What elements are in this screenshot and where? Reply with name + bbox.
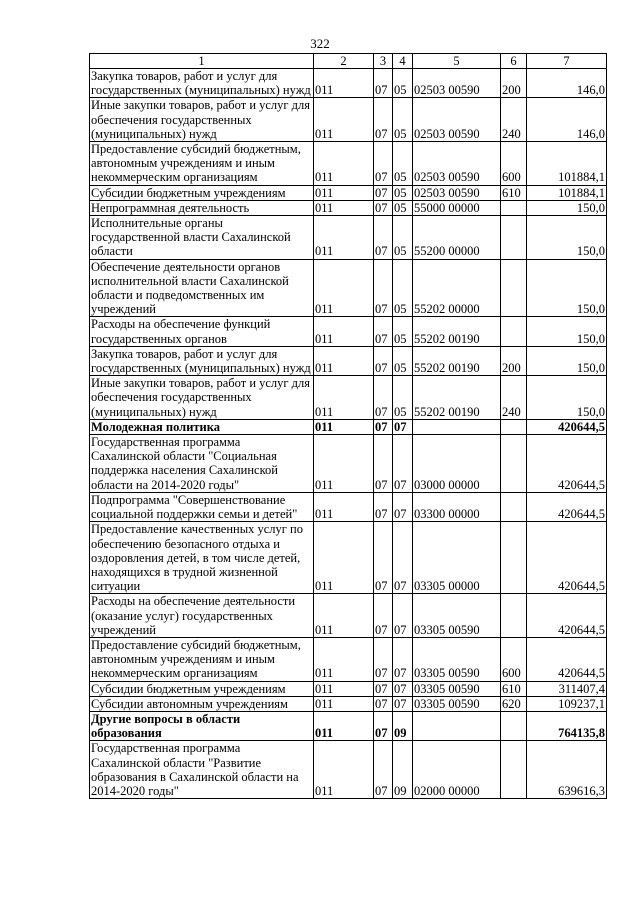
row-code-target: 55000 00000 bbox=[413, 200, 501, 215]
row-amount: 420644,5 bbox=[527, 594, 607, 638]
row-code-subsection: 09 bbox=[393, 741, 413, 799]
row-amount: 150,0 bbox=[527, 317, 607, 346]
row-code-section: 07 bbox=[374, 216, 393, 260]
table-row bbox=[90, 98, 607, 142]
row-code-target: 03300 00000 bbox=[413, 492, 501, 521]
row-code-section: 07 bbox=[374, 522, 393, 594]
column-header-3: 3 bbox=[374, 54, 393, 69]
table-row bbox=[90, 435, 607, 493]
row-code-admin: 011 bbox=[314, 711, 374, 740]
row-code-subsection: 07 bbox=[393, 522, 413, 594]
row-name: Субсидии бюджетным учреждениям bbox=[90, 185, 314, 200]
table-row bbox=[90, 522, 607, 594]
row-code-target: 55202 00190 bbox=[413, 317, 501, 346]
row-code-admin: 011 bbox=[314, 69, 374, 98]
table-row bbox=[90, 711, 607, 740]
row-code-target: 55202 00190 bbox=[413, 346, 501, 375]
row-code-section: 07 bbox=[374, 681, 393, 696]
row-code-expense-type: 200 bbox=[501, 346, 527, 375]
column-header-1: 1 bbox=[90, 54, 314, 69]
table-row bbox=[90, 594, 607, 638]
row-code-section: 07 bbox=[374, 69, 393, 98]
row-code-admin: 011 bbox=[314, 637, 374, 681]
table-row bbox=[90, 346, 607, 375]
row-code-subsection: 05 bbox=[393, 98, 413, 142]
row-name: Расходы на обеспечение функций государственных органов bbox=[90, 317, 314, 346]
row-code-target: 02000 00000 bbox=[413, 741, 501, 799]
table-row bbox=[90, 216, 607, 260]
row-code-admin: 011 bbox=[314, 741, 374, 799]
row-name: Иные закупки товаров, работ и услуг для обеспечения государственных (муниципальных) нужд bbox=[90, 376, 314, 420]
row-code-expense-type bbox=[501, 435, 527, 493]
row-code-subsection: 05 bbox=[393, 317, 413, 346]
row-code-expense-type bbox=[501, 200, 527, 215]
row-code-subsection: 09 bbox=[393, 711, 413, 740]
row-code-expense-type: 600 bbox=[501, 637, 527, 681]
row-name: Обеспечение деятельности органов исполнительной власти Сахалинской области и подведомственных им учреждений bbox=[90, 259, 314, 317]
row-code-admin: 011 bbox=[314, 522, 374, 594]
row-code-section: 07 bbox=[374, 741, 393, 799]
table-row bbox=[90, 185, 607, 200]
row-code-section: 07 bbox=[374, 346, 393, 375]
table-row bbox=[90, 419, 607, 434]
row-code-admin: 011 bbox=[314, 594, 374, 638]
row-code-admin: 011 bbox=[314, 142, 374, 186]
row-code-expense-type bbox=[501, 711, 527, 740]
row-name: Закупка товаров, работ и услуг для государственных (муниципальных) нужд bbox=[90, 346, 314, 375]
row-code-expense-type bbox=[501, 317, 527, 346]
row-code-subsection: 07 bbox=[393, 637, 413, 681]
column-header-7: 7 bbox=[527, 54, 607, 69]
row-code-target bbox=[413, 419, 501, 434]
table-header-row bbox=[90, 54, 607, 69]
row-amount: 150,0 bbox=[527, 259, 607, 317]
row-amount: 420644,5 bbox=[527, 419, 607, 434]
table-row bbox=[90, 200, 607, 215]
row-amount: 639616,3 bbox=[527, 741, 607, 799]
row-code-admin: 011 bbox=[314, 317, 374, 346]
row-code-target: 03305 00590 bbox=[413, 594, 501, 638]
row-code-target: 55202 00000 bbox=[413, 259, 501, 317]
row-code-target: 03000 00000 bbox=[413, 435, 501, 493]
row-name: Непрограммная деятельность bbox=[90, 200, 314, 215]
row-name: Закупка товаров, работ и услуг для государственных (муниципальных) нужд bbox=[90, 69, 314, 98]
row-amount: 764135,8 bbox=[527, 711, 607, 740]
row-code-section: 07 bbox=[374, 594, 393, 638]
row-code-admin: 011 bbox=[314, 435, 374, 493]
table-row bbox=[90, 259, 607, 317]
row-code-admin: 011 bbox=[314, 98, 374, 142]
row-name: Субсидии бюджетным учреждениям bbox=[90, 681, 314, 696]
row-code-target: 03305 00590 bbox=[413, 681, 501, 696]
table-row bbox=[90, 681, 607, 696]
row-code-section: 07 bbox=[374, 637, 393, 681]
row-amount: 150,0 bbox=[527, 200, 607, 215]
row-code-section: 07 bbox=[374, 142, 393, 186]
row-code-section: 07 bbox=[374, 696, 393, 711]
row-code-expense-type: 610 bbox=[501, 185, 527, 200]
column-header-6: 6 bbox=[501, 54, 527, 69]
row-code-expense-type bbox=[501, 594, 527, 638]
row-code-admin: 011 bbox=[314, 346, 374, 375]
row-code-expense-type: 240 bbox=[501, 98, 527, 142]
column-header-5: 5 bbox=[413, 54, 501, 69]
row-code-subsection: 07 bbox=[393, 419, 413, 434]
row-code-subsection: 07 bbox=[393, 594, 413, 638]
row-code-expense-type bbox=[501, 216, 527, 260]
row-code-admin: 011 bbox=[314, 681, 374, 696]
row-amount: 150,0 bbox=[527, 376, 607, 420]
row-name: Другие вопросы в области образования bbox=[90, 711, 314, 740]
row-code-subsection: 07 bbox=[393, 696, 413, 711]
row-code-admin: 011 bbox=[314, 259, 374, 317]
row-amount: 101884,1 bbox=[527, 142, 607, 186]
table-row bbox=[90, 696, 607, 711]
column-header-4: 4 bbox=[393, 54, 413, 69]
row-amount: 311407,4 bbox=[527, 681, 607, 696]
row-name: Предоставление субсидий бюджетным, автономным учреждениям и иным некоммерческим организациям bbox=[90, 142, 314, 186]
table-row bbox=[90, 317, 607, 346]
row-amount: 420644,5 bbox=[527, 522, 607, 594]
row-amount: 146,0 bbox=[527, 69, 607, 98]
row-name: Государственная программа Сахалинской области "Социальная поддержка населения Сахалинской области на 2014-2020 годы" bbox=[90, 435, 314, 493]
table-row bbox=[90, 637, 607, 681]
row-code-section: 07 bbox=[374, 492, 393, 521]
row-code-expense-type: 240 bbox=[501, 376, 527, 420]
row-name: Субсидии автономным учреждениям bbox=[90, 696, 314, 711]
row-name: Молодежная политика bbox=[90, 419, 314, 434]
row-name: Исполнительные органы государственной власти Сахалинской области bbox=[90, 216, 314, 260]
column-header-2: 2 bbox=[314, 54, 374, 69]
table-body bbox=[90, 54, 607, 799]
row-code-admin: 011 bbox=[314, 185, 374, 200]
row-code-expense-type: 610 bbox=[501, 681, 527, 696]
row-code-subsection: 05 bbox=[393, 185, 413, 200]
row-code-subsection: 05 bbox=[393, 69, 413, 98]
row-code-section: 07 bbox=[374, 711, 393, 740]
row-code-target: 02503 00590 bbox=[413, 69, 501, 98]
row-code-section: 07 bbox=[374, 435, 393, 493]
row-code-section: 07 bbox=[374, 376, 393, 420]
table-row bbox=[90, 142, 607, 186]
table-row bbox=[90, 741, 607, 799]
row-code-section: 07 bbox=[374, 317, 393, 346]
row-amount: 420644,5 bbox=[527, 637, 607, 681]
table-row bbox=[90, 376, 607, 420]
row-code-section: 07 bbox=[374, 98, 393, 142]
row-amount: 150,0 bbox=[527, 216, 607, 260]
table-row bbox=[90, 492, 607, 521]
row-code-admin: 011 bbox=[314, 216, 374, 260]
row-amount: 420644,5 bbox=[527, 435, 607, 493]
row-code-admin: 011 bbox=[314, 492, 374, 521]
row-code-subsection: 05 bbox=[393, 259, 413, 317]
row-code-target: 02503 00590 bbox=[413, 142, 501, 186]
row-amount: 150,0 bbox=[527, 346, 607, 375]
row-code-section: 07 bbox=[374, 419, 393, 434]
row-code-expense-type: 620 bbox=[501, 696, 527, 711]
page-number: 322 bbox=[310, 36, 330, 51]
row-code-subsection: 05 bbox=[393, 216, 413, 260]
row-code-admin: 011 bbox=[314, 376, 374, 420]
row-code-section: 07 bbox=[374, 259, 393, 317]
row-code-subsection: 05 bbox=[393, 200, 413, 215]
row-name: Подпрограмма "Совершенствование социальной поддержки семьи и детей" bbox=[90, 492, 314, 521]
row-code-expense-type bbox=[501, 419, 527, 434]
row-code-target: 02503 00590 bbox=[413, 98, 501, 142]
row-name: Расходы на обеспечение деятельности (оказание услуг) государственных учреждений bbox=[90, 594, 314, 638]
row-amount: 101884,1 bbox=[527, 185, 607, 200]
row-code-section: 07 bbox=[374, 200, 393, 215]
row-name: Государственная программа Сахалинской области "Развитие образования в Сахалинской области на 2014-2020 годы" bbox=[90, 741, 314, 799]
row-code-section: 07 bbox=[374, 185, 393, 200]
row-code-expense-type: 200 bbox=[501, 69, 527, 98]
row-code-expense-type bbox=[501, 522, 527, 594]
row-code-target: 03305 00590 bbox=[413, 637, 501, 681]
row-amount: 146,0 bbox=[527, 98, 607, 142]
row-amount: 420644,5 bbox=[527, 492, 607, 521]
row-code-target: 03305 00590 bbox=[413, 696, 501, 711]
row-code-target: 02503 00590 bbox=[413, 185, 501, 200]
row-amount: 109237,1 bbox=[527, 696, 607, 711]
row-code-expense-type: 600 bbox=[501, 142, 527, 186]
row-code-target: 55200 00000 bbox=[413, 216, 501, 260]
table-row bbox=[90, 69, 607, 98]
row-code-subsection: 05 bbox=[393, 142, 413, 186]
row-name: Иные закупки товаров, работ и услуг для обеспечения государственных (муниципальных) нужд bbox=[90, 98, 314, 142]
row-code-subsection: 07 bbox=[393, 681, 413, 696]
row-code-subsection: 07 bbox=[393, 492, 413, 521]
row-code-admin: 011 bbox=[314, 696, 374, 711]
row-code-subsection: 07 bbox=[393, 435, 413, 493]
row-code-target: 55202 00190 bbox=[413, 376, 501, 420]
row-code-expense-type bbox=[501, 741, 527, 799]
row-code-expense-type bbox=[501, 259, 527, 317]
row-code-expense-type bbox=[501, 492, 527, 521]
row-code-subsection: 05 bbox=[393, 346, 413, 375]
row-code-target: 03305 00000 bbox=[413, 522, 501, 594]
row-name: Предоставление качественных услуг по обеспечению безопасного отдыха и оздоровления детей, в том числе детей, находящихся в трудной жизненной ситуации bbox=[90, 522, 314, 594]
budget-table bbox=[89, 53, 607, 799]
row-name: Предоставление субсидий бюджетным, автономным учреждениям и иным некоммерческим организациям bbox=[90, 637, 314, 681]
row-code-admin: 011 bbox=[314, 200, 374, 215]
row-code-target bbox=[413, 711, 501, 740]
row-code-subsection: 05 bbox=[393, 376, 413, 420]
row-code-admin: 011 bbox=[314, 419, 374, 434]
